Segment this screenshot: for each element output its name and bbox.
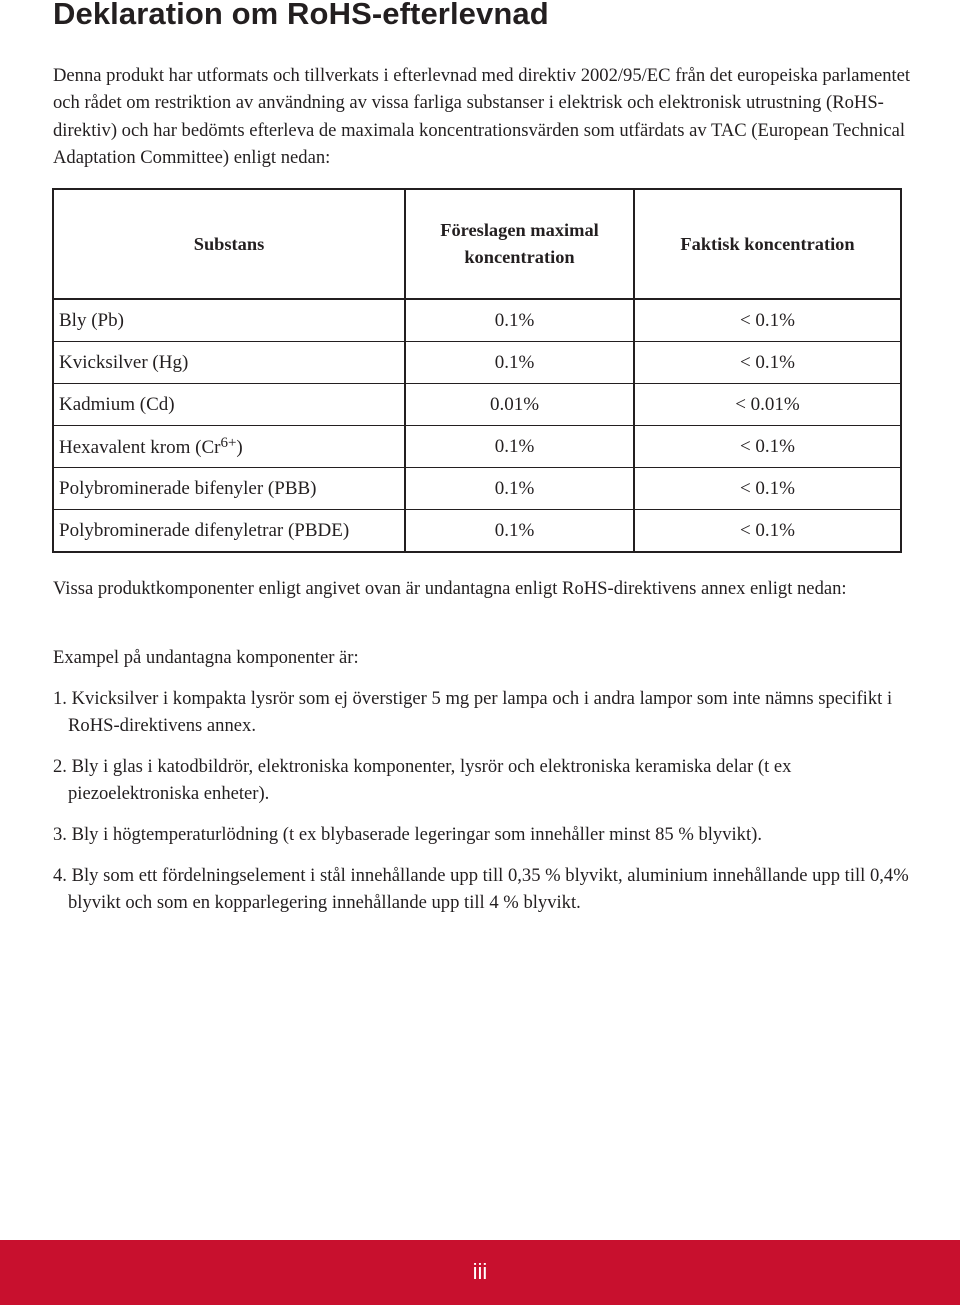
examples-label: Exampel på undantagna komponenter är:: [53, 647, 359, 668]
table-row: [53, 384, 901, 426]
max-cell: 0.1%: [405, 468, 634, 510]
actual-cell: < 0.1%: [634, 510, 901, 553]
table-header-row: [53, 189, 901, 299]
max-cell: 0.01%: [405, 384, 634, 426]
substance-cell: Kvicksilver (Hg): [53, 342, 405, 384]
substance-text-end: ): [236, 436, 243, 458]
table-row: [53, 342, 901, 384]
table-row: [53, 468, 901, 510]
list-item: 3. Bly i högtemperaturlödning (t ex blybaserade legeringar som innehåller minst 85 % blyvikt).: [53, 824, 762, 845]
table-row: [53, 510, 901, 553]
header-max-line1: Föreslagen maximal: [440, 220, 599, 240]
header-actual-concentration: Faktisk koncentration: [634, 189, 901, 299]
substance-cell: [53, 426, 405, 468]
rohs-table: [52, 188, 902, 553]
max-cell: 0.1%: [405, 426, 634, 468]
page-number: iii: [472, 1259, 488, 1284]
table-row: [53, 299, 901, 342]
actual-cell: < 0.1%: [634, 426, 901, 468]
list-item: 2. Bly i glas i katodbildrör, elektroniska komponenter, lysrör och elektroniska keramiska delar (t ex piezoelektroniska enheter).: [53, 756, 792, 805]
list-item: 1. Kvicksilver i kompakta lysrör som ej överstiger 5 mg per lampa och i andra lampor som inte nämns specifikt i RoHS-direktivens annex.: [53, 688, 893, 737]
max-cell: 0.1%: [405, 299, 634, 342]
substance-cell: Kadmium (Cd): [53, 384, 405, 426]
actual-cell: < 0.1%: [634, 342, 901, 384]
header-substance: Substans: [53, 189, 405, 299]
header-max-line2: koncentration: [464, 247, 575, 267]
intro-paragraph: Denna produkt har utformats och tillverkats i efterlevnad med direktiv 2002/95/EC från det europeiska parlamentet och rådet om restriktion av användning av vissa farliga substanser i elektrisk och elektronisk utrustning (RoHS-direktiv) och har bedömts efterleva de maximala koncentrationsvärden som utfärdats av TAC (European Technical Adaptation Committee) enligt nedan:: [53, 65, 911, 168]
actual-cell: < 0.01%: [634, 384, 901, 426]
max-cell: 0.1%: [405, 510, 634, 553]
table-row: [53, 426, 901, 468]
substance-cell: Polybrominerade bifenyler (PBB): [53, 468, 405, 510]
substance-superscript: 6+: [220, 434, 237, 451]
page-title: Deklaration om RoHS-efterlevnad: [53, 0, 549, 31]
list-item: 4. Bly som ett fördelningselement i stål innehållande upp till 0,35 % blyvikt, aluminium innehållande upp till 0,4% blyvikt och som en kopparlegering innehållande upp till 4 % blyvikt.: [53, 865, 909, 914]
max-cell: 0.1%: [405, 342, 634, 384]
header-max-concentration: [405, 189, 634, 299]
substance-cell: Bly (Pb): [53, 299, 405, 342]
actual-cell: < 0.1%: [634, 468, 901, 510]
substance-text: Hexavalent krom (Cr: [59, 436, 221, 458]
exemption-note: Vissa produktkomponenter enligt angivet ovan är undantagna enligt RoHS-direktivens annex enligt nedan:: [53, 578, 847, 599]
substance-cell: Polybrominerade difenyletrar (PBDE): [53, 510, 405, 553]
actual-cell: < 0.1%: [634, 299, 901, 342]
footer-bar: [0, 1240, 960, 1305]
